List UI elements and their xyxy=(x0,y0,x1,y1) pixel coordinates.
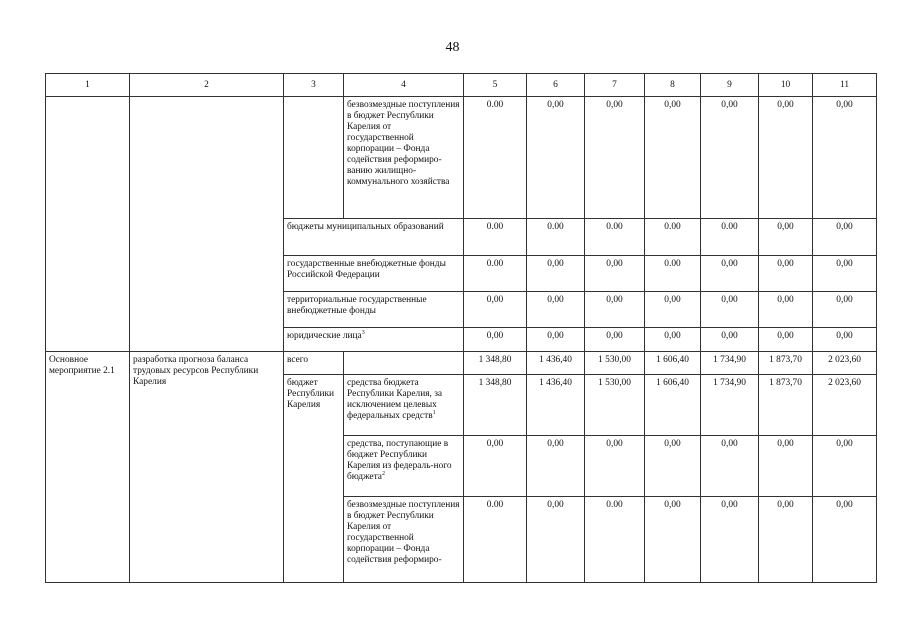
table-row xyxy=(46,97,877,219)
funding-source-cell: безвозмездные поступления в бюджет Республики Карелия от государственной корпорации – Фонда содействия реформиро- xyxy=(344,497,464,583)
empty-cell xyxy=(46,97,130,352)
value-cell: 0,00 xyxy=(701,292,759,328)
measure-description-cell: разработка прогноза баланса трудовых ресурсов Республики Карелия xyxy=(130,352,284,583)
value-cell: 0,00 xyxy=(527,256,585,292)
value-cell: 0,00 xyxy=(527,292,585,328)
value-cell: 0,00 xyxy=(464,436,527,497)
value-cell: 0,00 xyxy=(527,497,585,583)
header-cell: 3 xyxy=(284,74,344,97)
value-cell: 0.00 xyxy=(585,219,645,256)
value-cell: 0.00 xyxy=(645,256,701,292)
value-cell: 0,00 xyxy=(813,497,877,583)
value-cell: 1 734,90 xyxy=(701,352,759,375)
value-cell: 0,00 xyxy=(527,97,585,219)
value-cell: 0,00 xyxy=(585,436,645,497)
value-cell: 0.00 xyxy=(701,219,759,256)
header-cell: 9 xyxy=(701,74,759,97)
value-cell: 0,00 xyxy=(464,328,527,352)
value-cell: 0.00 xyxy=(464,256,527,292)
value-cell: 0,00 xyxy=(527,328,585,352)
value-cell: 0,00 xyxy=(701,497,759,583)
header-cell: 6 xyxy=(527,74,585,97)
value-cell: 0,00 xyxy=(759,497,813,583)
value-cell: 0,00 xyxy=(813,292,877,328)
value-cell: 0,00 xyxy=(759,219,813,256)
footnote-marker: 3 xyxy=(361,329,365,336)
value-cell: 1 873,70 xyxy=(759,352,813,375)
value-cell: 0.00 xyxy=(645,219,701,256)
value-cell: 0,00 xyxy=(813,328,877,352)
total-label-cell: всего xyxy=(284,352,344,375)
value-cell: 0,00 xyxy=(645,97,701,219)
value-cell: 0,00 xyxy=(701,256,759,292)
funding-source-cell: государственные внебюджетные фонды Российской Федерации xyxy=(284,256,464,292)
measure-name-cell: Основное мероприятие 2.1 xyxy=(46,352,130,583)
value-cell: 2 023,60 xyxy=(813,352,877,375)
funding-source-cell: бюджеты муниципальных образований xyxy=(284,219,464,256)
value-cell: 0.00 xyxy=(527,219,585,256)
value-cell: 0,00 xyxy=(813,97,877,219)
footnote-marker: 1 xyxy=(432,409,436,416)
funding-source-label: средства бюджета Республики Карелия, за исключением целевых федеральных средств xyxy=(347,378,443,421)
header-cell: 2 xyxy=(130,74,284,97)
value-cell: 1 606,40 xyxy=(645,352,701,375)
funding-source-cell: территориальные государственные внебюджетные фонды xyxy=(284,292,464,328)
value-cell: 0,00 xyxy=(759,436,813,497)
value-cell: 0,00 xyxy=(527,436,585,497)
funding-source-label: средства, поступающие в бюджет Республики Карелия из федераль-ного бюджета xyxy=(347,439,452,482)
value-cell: 0,00 xyxy=(645,497,701,583)
value-cell: 0,00 xyxy=(759,256,813,292)
table-row xyxy=(46,352,877,375)
header-cell: 4 xyxy=(344,74,464,97)
budget-table xyxy=(45,73,877,583)
value-cell: 0,00 xyxy=(813,436,877,497)
value-cell: 0,00 xyxy=(585,328,645,352)
value-cell: 0,00 xyxy=(701,328,759,352)
value-cell: 0.00 xyxy=(464,497,527,583)
funding-source-cell xyxy=(344,436,464,497)
value-cell: 0,00 xyxy=(759,292,813,328)
funding-source-cell xyxy=(284,328,464,352)
funding-source-cell xyxy=(344,375,464,436)
header-cell: 10 xyxy=(759,74,813,97)
value-cell: 0,00 xyxy=(759,328,813,352)
value-cell: 0,00 xyxy=(813,219,877,256)
value-cell: 0,00 xyxy=(464,292,527,328)
value-cell: 0,00 xyxy=(701,97,759,219)
value-cell: 0,00 xyxy=(759,97,813,219)
funding-source-label: юридические лица xyxy=(287,331,362,341)
funding-source-cell: безвозмездные поступления в бюджет Республики Карелия от государственной корпорации – Фонда содействия реформиро-ванию жилищно-коммунального хозяйства xyxy=(344,97,464,219)
value-cell: 0.00 xyxy=(464,219,527,256)
value-cell: 0,00 xyxy=(813,256,877,292)
value-cell: 0,00 xyxy=(645,292,701,328)
column-number-header-row xyxy=(46,74,877,97)
budget-label-cell: бюджет Республики Карелия xyxy=(284,375,344,583)
header-cell: 1 xyxy=(46,74,130,97)
value-cell: 1 606,40 xyxy=(645,375,701,436)
footnote-marker: 2 xyxy=(381,470,385,477)
value-cell: 0,00 xyxy=(585,97,645,219)
empty-cell xyxy=(284,97,344,219)
value-cell: 0,00 xyxy=(585,256,645,292)
value-cell: 2 023,60 xyxy=(813,375,877,436)
value-cell: 1 348,80 xyxy=(464,352,527,375)
header-cell: 7 xyxy=(585,74,645,97)
header-cell: 11 xyxy=(813,74,877,97)
value-cell: 1 348,80 xyxy=(464,375,527,436)
value-cell: 1 734,90 xyxy=(701,375,759,436)
value-cell: 0.00 xyxy=(464,97,527,219)
value-cell: 1 436,40 xyxy=(527,375,585,436)
page-number: 48 xyxy=(445,40,460,55)
header-cell: 5 xyxy=(464,74,527,97)
empty-cell xyxy=(344,352,464,375)
header-cell: 8 xyxy=(645,74,701,97)
value-cell: 1 530,00 xyxy=(585,352,645,375)
value-cell: 1 873,70 xyxy=(759,375,813,436)
value-cell: 1 436,40 xyxy=(527,352,585,375)
value-cell: 0.00 xyxy=(585,497,645,583)
value-cell: 0,00 xyxy=(645,328,701,352)
value-cell: 1 530,00 xyxy=(585,375,645,436)
value-cell: 0,00 xyxy=(701,436,759,497)
empty-cell xyxy=(130,97,284,352)
value-cell: 0,00 xyxy=(645,436,701,497)
value-cell: 0,00 xyxy=(585,292,645,328)
